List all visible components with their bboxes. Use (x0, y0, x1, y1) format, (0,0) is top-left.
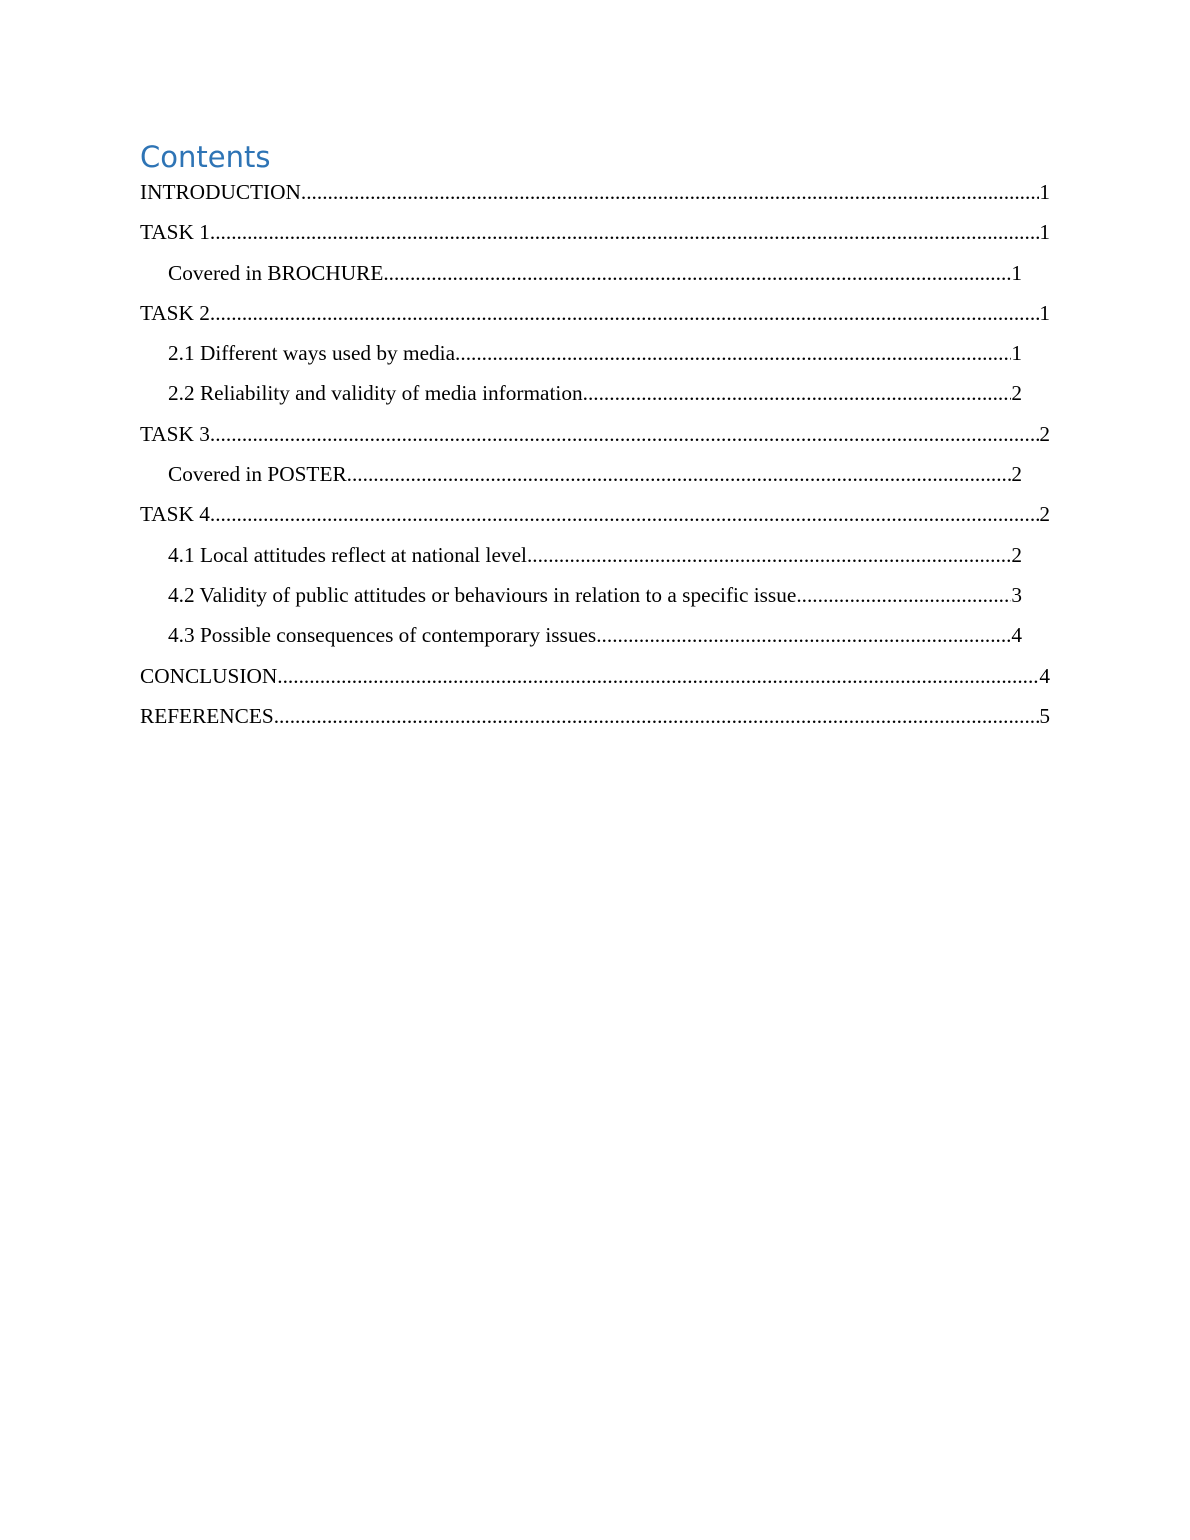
toc-page-number: 2 (1011, 542, 1022, 567)
toc-entry-title: 4.3 Possible consequences of contemporary issues (168, 623, 597, 648)
toc-entry-title: TASK 3 (140, 421, 210, 446)
toc-entry-conclusion[interactable] (140, 656, 1050, 696)
toc-entry-introduction[interactable] (140, 172, 1050, 212)
toc-dot-leader (347, 454, 1012, 494)
toc-dot-leader (301, 172, 1039, 212)
toc-entry-task-3[interactable] (140, 414, 1050, 454)
toc-dot-leader (796, 575, 1011, 615)
toc-dot-leader (383, 253, 1011, 293)
toc-dot-leader (277, 656, 1039, 696)
toc-entry-title: CONCLUSION (140, 663, 278, 688)
toc-page-number: 2 (1011, 462, 1022, 487)
toc-page-number: 4 (1039, 663, 1050, 688)
toc-dot-leader (527, 535, 1011, 575)
toc-heading: Contents (140, 140, 271, 174)
toc-entry-covered-in-brochure[interactable] (140, 253, 1022, 293)
toc-entry-title: Covered in BROCHURE (168, 260, 384, 285)
toc-dot-leader (210, 212, 1039, 252)
toc-dot-leader (455, 333, 1011, 373)
toc-entry-task-1[interactable] (140, 212, 1050, 252)
toc-entry-title: REFERENCES (140, 703, 274, 728)
toc-entry-task-4[interactable] (140, 494, 1050, 534)
toc-dot-leader (596, 615, 1011, 655)
toc-entry-title: TASK 2 (140, 300, 210, 325)
toc-page-number: 2 (1039, 502, 1050, 527)
toc-entry-task-2[interactable] (140, 293, 1050, 333)
toc-entry-title: TASK 4 (140, 502, 210, 527)
toc-dot-leader (274, 696, 1040, 736)
toc-page-number: 1 (1011, 260, 1022, 285)
toc-entry-4-2[interactable] (140, 575, 1022, 615)
toc-entry-title: 4.1 Local attitudes reflect at national level (168, 542, 527, 567)
toc-entry-title: 2.2 Reliability and validity of media information (168, 381, 583, 406)
toc-page-number: 4 (1011, 623, 1022, 648)
toc-page-number: 3 (1011, 582, 1022, 607)
toc-entry-4-3[interactable] (140, 615, 1022, 655)
toc-entry-2-1[interactable] (140, 333, 1022, 373)
toc-entry-title: INTRODUCTION (140, 180, 301, 204)
toc-dot-leader (210, 494, 1039, 534)
toc-entry-title: TASK 1 (140, 220, 210, 245)
toc-entry-title: 2.1 Different ways used by media (168, 341, 456, 366)
toc-dot-leader (583, 373, 1012, 413)
toc-page-number: 1 (1011, 341, 1022, 366)
toc-page-number: 1 (1039, 220, 1050, 245)
table-of-contents (140, 172, 1050, 736)
toc-page-number: 1 (1039, 180, 1050, 204)
toc-page-number: 5 (1039, 703, 1050, 728)
toc-entry-2-2[interactable] (140, 373, 1022, 413)
toc-entry-title: 4.2 Validity of public attitudes or behaviours in relation to a specific issue (168, 582, 797, 607)
toc-dot-leader (210, 414, 1039, 454)
toc-page-number: 1 (1039, 300, 1050, 325)
toc-entry-references[interactable] (140, 696, 1050, 736)
toc-page-number: 2 (1011, 381, 1022, 406)
toc-page-number: 2 (1039, 421, 1050, 446)
toc-dot-leader (210, 293, 1039, 333)
toc-entry-4-1[interactable] (140, 535, 1022, 575)
toc-entry-covered-in-poster[interactable] (140, 454, 1022, 494)
toc-entry-title: Covered in POSTER (168, 462, 347, 487)
